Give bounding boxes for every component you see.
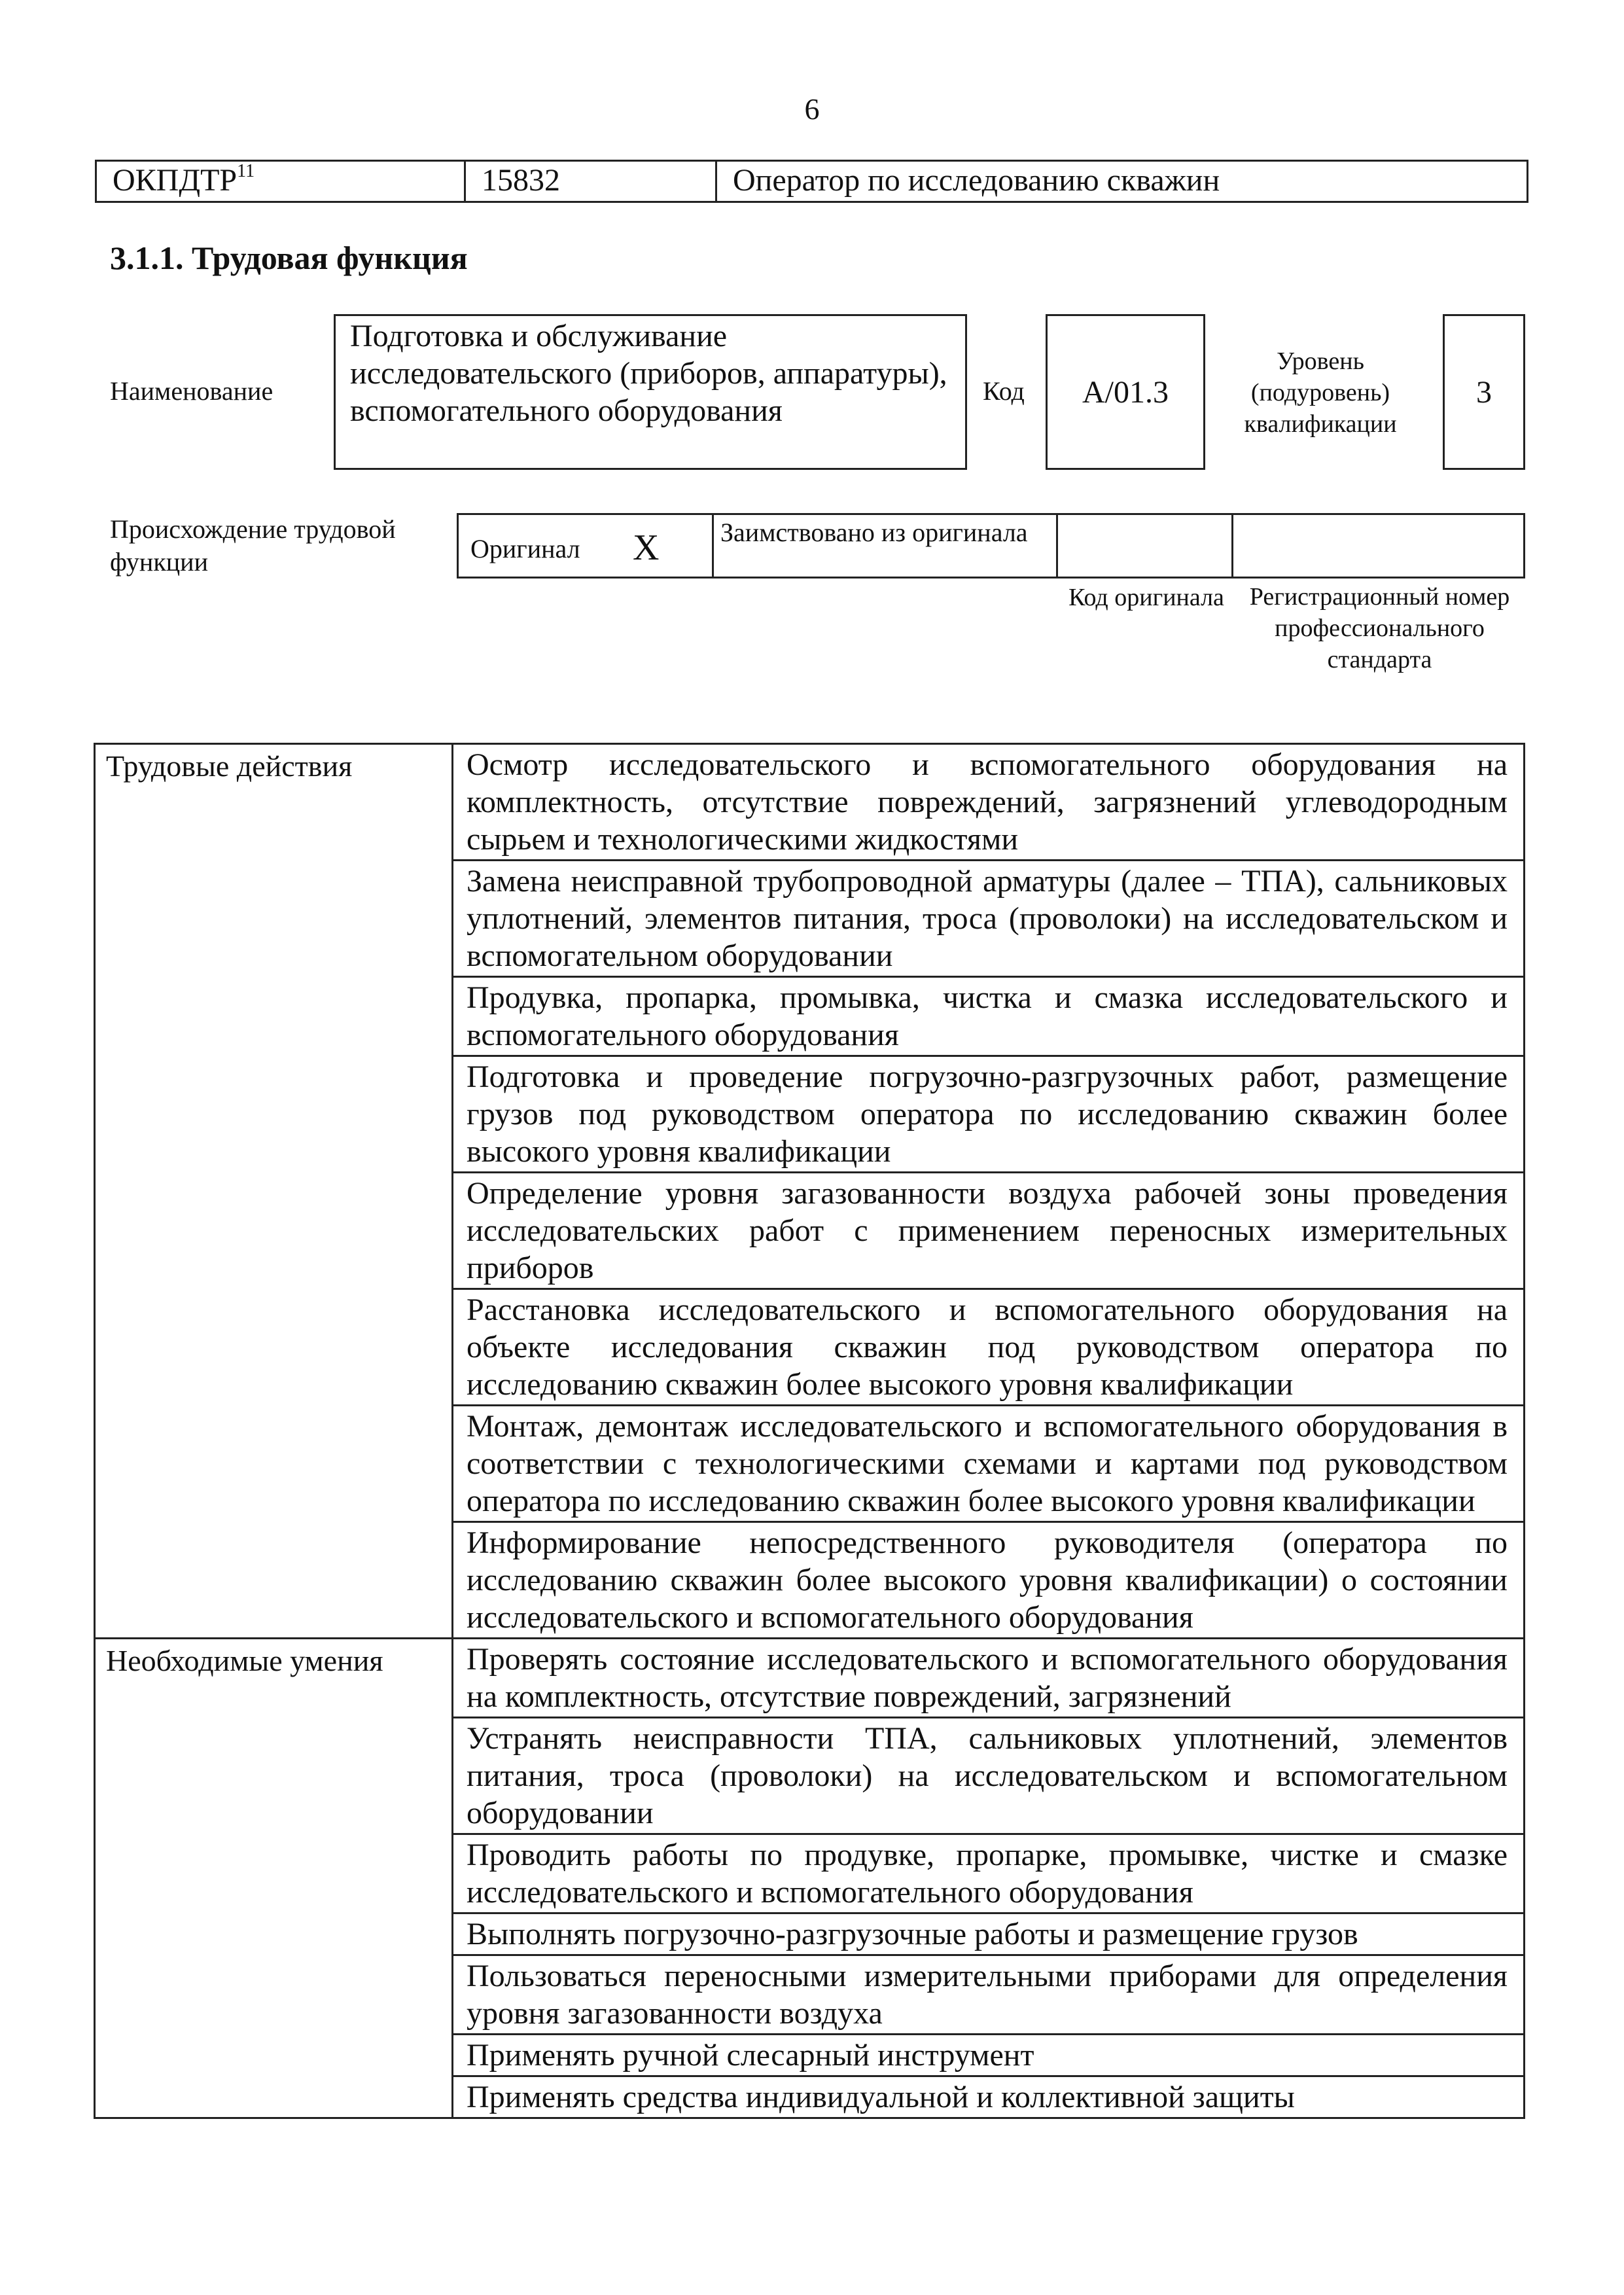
okpdtr-footnote: 11: [237, 161, 255, 181]
table-row: Устранять неисправности ТПА, сальниковых уплотнений, элементов питания, троса (проволоки) на исследовательском и вспомогательном оборудовании: [453, 1718, 1523, 1835]
table-row: Монтаж, демонтаж исследовательского и вспомогательного оборудования в соответствии с технологическими схемами и картами под руководством оператора по исследованию скважин более высокого уровня квалификации: [453, 1406, 1523, 1523]
origin-table: [457, 513, 1525, 578]
table-row: Применять ручной слесарный инструмент: [453, 2035, 1523, 2077]
table-row: Выполнять погрузочно-разгрузочные работы и размещение грузов: [453, 1914, 1523, 1956]
table-row: Замена неисправной трубопроводной арматуры (далее – ТПА), сальниковых уплотнений, элементов питания, троса (проволоки) на исследовательском и вспомогательном оборудовании: [453, 861, 1523, 978]
group-label: Трудовые действия: [96, 745, 453, 1637]
table-row: Подготовка и проведение погрузочно-разгрузочных работ, размещение грузов под руководством оператора по исследованию скважин более высокого уровня квалификации: [453, 1057, 1523, 1173]
origin-original-label: Оригинал: [470, 534, 580, 563]
table-group-actions: [96, 745, 1523, 1639]
table-row: Проводить работы по продувке, пропарке, промывке, чистке и смазке исследовательского и вспомогательного оборудования: [453, 1835, 1523, 1914]
table-group-skills: [96, 1639, 1523, 2117]
section-title: 3.1.1. Трудовая функция: [110, 240, 468, 276]
name-label: Наименование: [110, 376, 274, 406]
origin-label: Происхождение трудовой функции: [110, 514, 396, 577]
reg-number-label: Регистрационный номер профессионального стандарта: [1249, 583, 1510, 673]
code-label: Код: [983, 376, 1025, 406]
origin-code-cell: [1058, 515, 1233, 577]
origin-original-mark: X: [633, 527, 660, 568]
okpdtr-label-cell: [97, 162, 466, 201]
function-level: 3: [1443, 314, 1525, 470]
okpdtr-code: 15832: [466, 162, 717, 201]
page-number: 6: [804, 92, 820, 126]
table-row: Осмотр исследовательского и вспомогательного оборудования на комплектность, отсутствие повреждений, загрязнений углеводородным сырьем и технологическими жидкостями: [453, 745, 1523, 861]
group-label: Необходимые умения: [96, 1639, 453, 2117]
table-row: Продувка, пропарка, промывка, чистка и смазка исследовательского и вспомогательного оборудования: [453, 978, 1523, 1057]
origin-borrowed-label: Заимствовано из оригинала: [714, 515, 1058, 577]
level-label: Уровень (подуровень) квалификации: [1244, 347, 1397, 438]
table-row: Определение уровня загазованности воздуха рабочей зоны проведения исследовательских работ с применением переносных измерительных приборов: [453, 1173, 1523, 1290]
function-name: Подготовка и обслуживание исследовательского (приборов, аппаратуры), вспомогательного оборудования: [334, 314, 967, 470]
code-original-label: Код оригинала: [1068, 584, 1224, 611]
function-details-table: [94, 743, 1525, 2119]
function-code: А/01.3: [1046, 314, 1205, 470]
origin-reg-cell: [1233, 515, 1523, 577]
origin-original-cell: [459, 515, 714, 577]
okpdtr-label: ОКПДТР: [113, 163, 238, 198]
okpdtr-table: [95, 160, 1528, 203]
table-row: Информирование непосредственного руководителя (оператора по исследованию скважин более высокого уровня квалификации) о состоянии исследовательского и вспомогательного оборудования: [467, 1525, 1508, 1635]
table-row: Расстановка исследовательского и вспомогательного оборудования на объекте исследования скважин под руководством оператора по исследованию скважин более высокого уровня квалификации: [453, 1290, 1523, 1406]
okpdtr-title: Оператор по исследованию скважин: [733, 163, 1220, 198]
table-row: Проверять состояние исследовательского и вспомогательного оборудования на комплектность, отсутствие повреждений, загрязнений: [453, 1639, 1523, 1718]
table-row: Применять средства индивидуальной и коллективной защиты: [467, 2080, 1295, 2114]
table-row: Пользоваться переносными измерительными приборами для определения уровня загазованности воздуха: [453, 1956, 1523, 2035]
